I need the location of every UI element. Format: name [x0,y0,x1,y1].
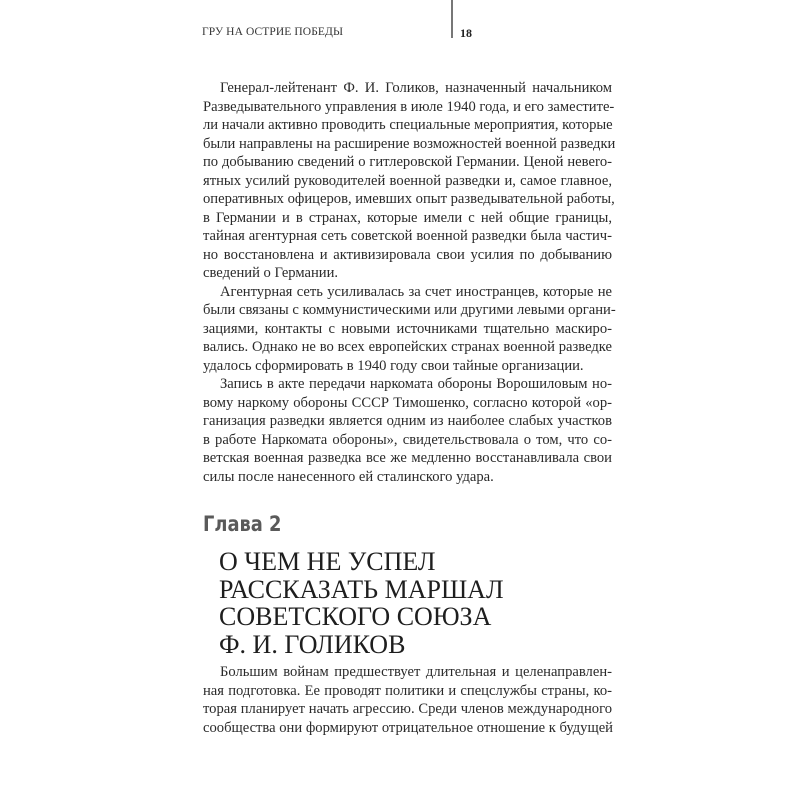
text-line: ная подготовка. Ее проводят политики и спецслужбы страны, ко- [203,682,612,699]
text-line: но восстановлена и активизировала свои усилия по добыванию [203,246,612,263]
chapter-title-line: СОВЕТСКОГО СОЮЗА [219,602,492,631]
chapter-title [219,548,504,658]
text-line: сведений о Германии. [203,265,339,281]
text-line: вались. Однако не во всех европейских странах военной разведке [203,339,612,355]
text-line: ганизация разведки является одним из наиболее слабых участков [203,413,612,429]
body-text [203,79,616,486]
text-line: вому наркому обороны СССР Тимошенко, согласно которой «ор- [203,394,612,411]
chapter-title-line: РАССКАЗАТЬ МАРШАЛ [219,574,504,604]
paragraph [203,375,612,486]
text-line: Запись в акте передачи наркомата обороны Ворошиловым но- [220,376,612,392]
chapter-label: Глава 2 [203,512,282,536]
text-line: в работе Наркомата обороны», свидетельствовала о том, что со- [203,431,612,448]
text-line: по добыванию сведений о гитлеровской Германии. Ценой невero- [203,154,612,170]
text-line: ятных усилий руководителей военной разведки и, самое главное, [203,172,612,189]
paragraph [203,283,616,376]
text-line: были направлены на расширение возможностей военной разведки [203,135,616,152]
paragraph [203,663,612,737]
text-line: зациями, контакты с новыми источниками тщательно маскиро- [203,320,612,337]
text-line: удалось сформировать в 1940 году свои тайные организации. [203,357,584,374]
chapter-body-text [203,663,612,737]
chapter-title-line: Ф. И. ГОЛИКОВ [219,629,406,659]
text-line: Большим войнам предшествует длительная и целенаправлен- [220,664,612,680]
text-line: ли начали активно проводить специальные мероприятия, которые [203,117,613,133]
text-line: Агентурная сеть усиливалась за счет иностранцев, которые не [220,283,612,300]
running-title: ГРУ НА ОСТРИЕ ПОБЕДЫ [202,26,344,38]
header-divider [451,0,453,38]
text-line: силы после нанесенного ей сталинского удара. [203,468,494,485]
chapter-title-line: О ЧЕМ НЕ УСПЕЛ [219,547,436,576]
paragraph [203,79,616,283]
text-line: Разведывательного управления в июле 1940 года, и его заместите- [203,98,615,115]
text-line: торая планирует начать агрессию. Среди членов международного [203,701,612,717]
text-line: оперативных офицеров, имевших опыт разведывательной работы, [203,191,615,207]
page-number: 18 [460,26,472,40]
text-line: сообщества они формируют отрицательное отношение к будущей [203,719,613,736]
text-line: тайная агентурная сеть советской военной разведки была частич- [203,228,612,244]
text-line: ветская военная разведка все же медленно восстанавливала свои [203,450,612,466]
text-line: были связаны с коммунистическими или другими левыми органи- [203,302,616,318]
text-line: Генерал-лейтенант Ф. И. Голиков, назначенный начальником [220,80,612,96]
text-line: в Германии и в странах, которые имели с ней общие границы, [203,209,612,226]
